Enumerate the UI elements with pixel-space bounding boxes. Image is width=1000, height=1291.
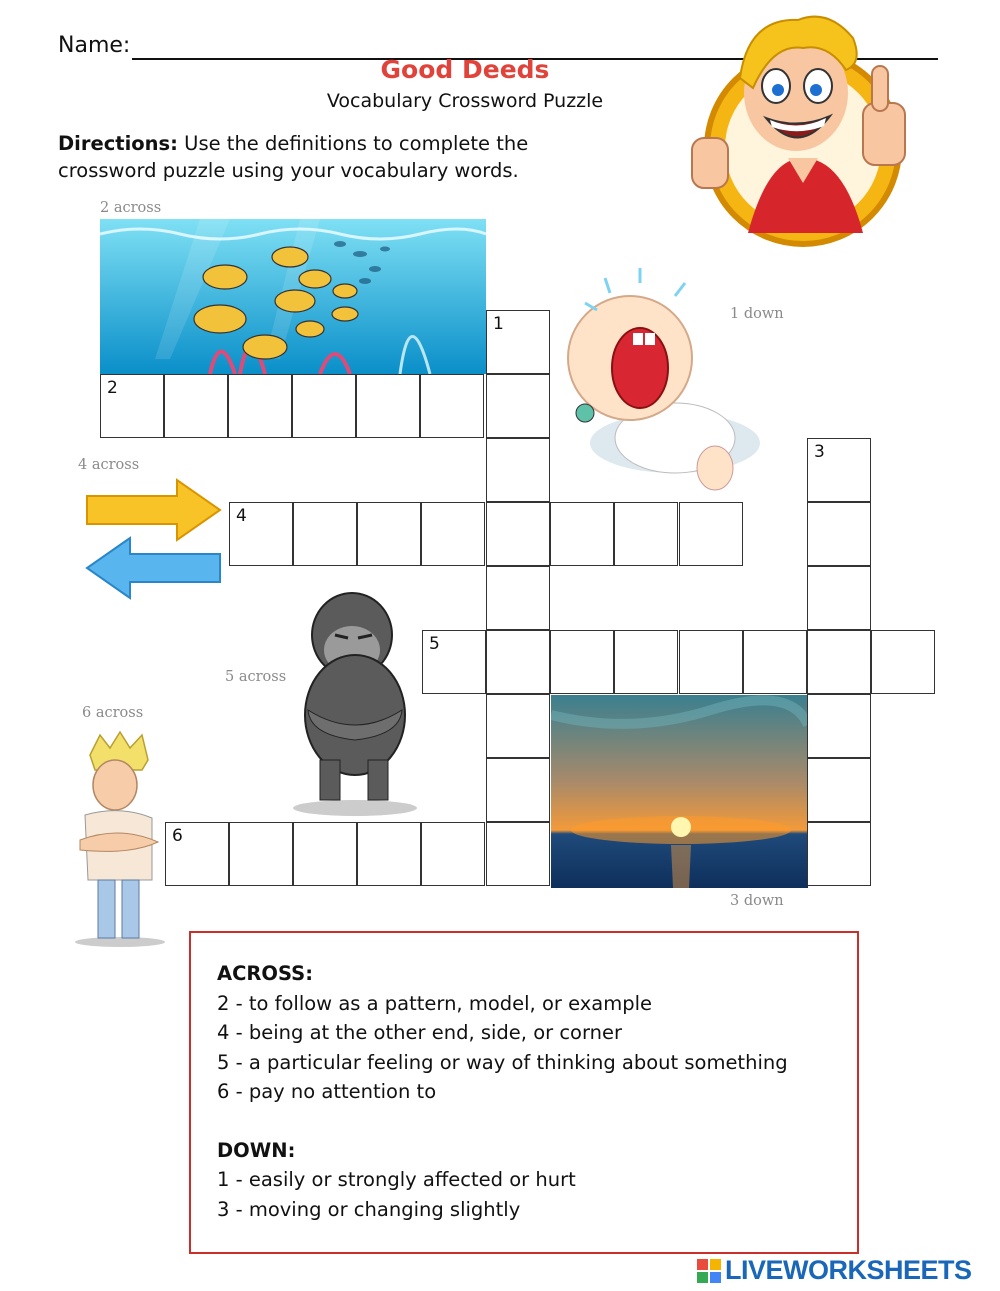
clue-number-5: 5 — [429, 634, 440, 654]
down-heading: DOWN: — [217, 1138, 296, 1162]
clue-number-6: 6 — [172, 826, 183, 846]
cell-5-across-6[interactable] — [743, 630, 807, 694]
cell-6-across-4[interactable] — [357, 822, 421, 886]
clue-number-3: 3 — [814, 442, 825, 462]
cell-6-across-6[interactable] — [486, 822, 550, 886]
caption-6-across: 6 across — [82, 705, 144, 721]
blue-arrow-left-icon — [87, 538, 220, 598]
cell-2-across-3[interactable] — [228, 374, 292, 438]
cell-5-across-8[interactable] — [871, 630, 935, 694]
yellow-arrow-right-icon — [87, 480, 220, 540]
cell-4-across-7[interactable] — [614, 502, 678, 566]
down-clue: 3 - moving or changing slightly — [217, 1197, 521, 1221]
cell-2-across-4[interactable] — [292, 374, 356, 438]
caption-4-across: 4 across — [78, 457, 140, 473]
across-clue: 2 - to follow as a pattern, model, or example — [217, 991, 653, 1015]
clue-number-4: 4 — [236, 506, 247, 526]
cell-4-across-2[interactable] — [293, 502, 357, 566]
down-clue: 1 - easily or strongly affected or hurt — [217, 1168, 576, 1191]
cell-5-across-7[interactable] — [807, 630, 871, 694]
caption-3-down: 3 down — [730, 893, 784, 909]
cell-6-across-5[interactable] — [421, 822, 485, 886]
cell-4-across-4[interactable] — [421, 502, 485, 566]
cell-4-across-6[interactable] — [550, 502, 614, 566]
clue-number-1: 1 — [493, 314, 504, 334]
sunset-image — [551, 695, 808, 888]
cell-4-across-5[interactable] — [486, 502, 550, 566]
cell-2-across-7[interactable] — [486, 374, 550, 438]
cell-4-across-3[interactable] — [357, 502, 421, 566]
cell-3-down-2[interactable] — [807, 502, 871, 566]
across-clue: 5 - a particular feeling or way of thinking about something — [217, 1050, 788, 1074]
cell-6-across-3[interactable] — [293, 822, 357, 886]
cell-1-down-1[interactable] — [486, 310, 550, 374]
cell-5-across-1[interactable] — [422, 630, 486, 694]
across-clue: 6 - pay no attention to — [217, 1080, 437, 1103]
worksheet-title: Good Deeds — [380, 55, 550, 84]
cell-5-across-3[interactable] — [550, 630, 614, 694]
clue-number-2: 2 — [107, 378, 118, 398]
cell-2-across-1[interactable] — [100, 374, 164, 438]
cell-3-down-6[interactable] — [807, 758, 871, 822]
annoyed-boy-icon — [70, 730, 165, 950]
cell-5-across-4[interactable] — [614, 630, 678, 694]
directions-text: Use the definitions to complete the crossword puzzle using your vocabulary words. — [58, 132, 529, 182]
cell-1-down-7[interactable] — [486, 694, 550, 758]
name-label: Name: — [58, 33, 131, 58]
directions — [58, 130, 618, 184]
liveworksheets-logo-icon — [697, 1259, 721, 1283]
cell-5-across-5[interactable] — [679, 630, 743, 694]
cell-6-across-2[interactable] — [229, 822, 293, 886]
cell-1-down-8[interactable] — [486, 758, 550, 822]
caption-5-across: 5 across — [225, 669, 287, 685]
fish-ocean-image — [100, 219, 486, 374]
cell-3-down-3[interactable] — [807, 566, 871, 630]
brand-text: LIVEWORKSHEETS — [725, 1255, 972, 1285]
arrows-icon — [82, 478, 227, 603]
cell-2-across-5[interactable] — [356, 374, 420, 438]
cell-5-across-2[interactable] — [486, 630, 550, 694]
cell-2-across-6[interactable] — [420, 374, 484, 438]
boy-thumbs-up-icon — [678, 8, 928, 250]
cell-4-across-8[interactable] — [679, 502, 743, 566]
clues-box — [189, 931, 859, 1254]
directions-label: Directions: — [58, 132, 178, 155]
clue-spacer — [217, 1107, 857, 1136]
cell-6-across-1[interactable] — [165, 822, 229, 886]
cell-4-across-1[interactable] — [229, 502, 293, 566]
cell-1-down-5[interactable] — [486, 566, 550, 630]
gorilla-icon — [290, 590, 425, 818]
cell-1-down-3[interactable] — [486, 438, 550, 502]
cell-3-down-1[interactable] — [807, 438, 871, 502]
cell-3-down-7[interactable] — [807, 822, 871, 886]
crying-baby-icon — [555, 268, 760, 498]
across-clue: 4 - being at the other end, side, or corner — [217, 1021, 623, 1044]
caption-1-down: 1 down — [730, 306, 784, 322]
across-heading: ACROSS: — [217, 962, 314, 985]
cell-2-across-2[interactable] — [164, 374, 228, 438]
caption-2-across: 2 across — [100, 200, 162, 216]
cell-3-down-5[interactable] — [807, 694, 871, 758]
worksheet-subtitle: Vocabulary Crossword Puzzle — [326, 90, 604, 112]
